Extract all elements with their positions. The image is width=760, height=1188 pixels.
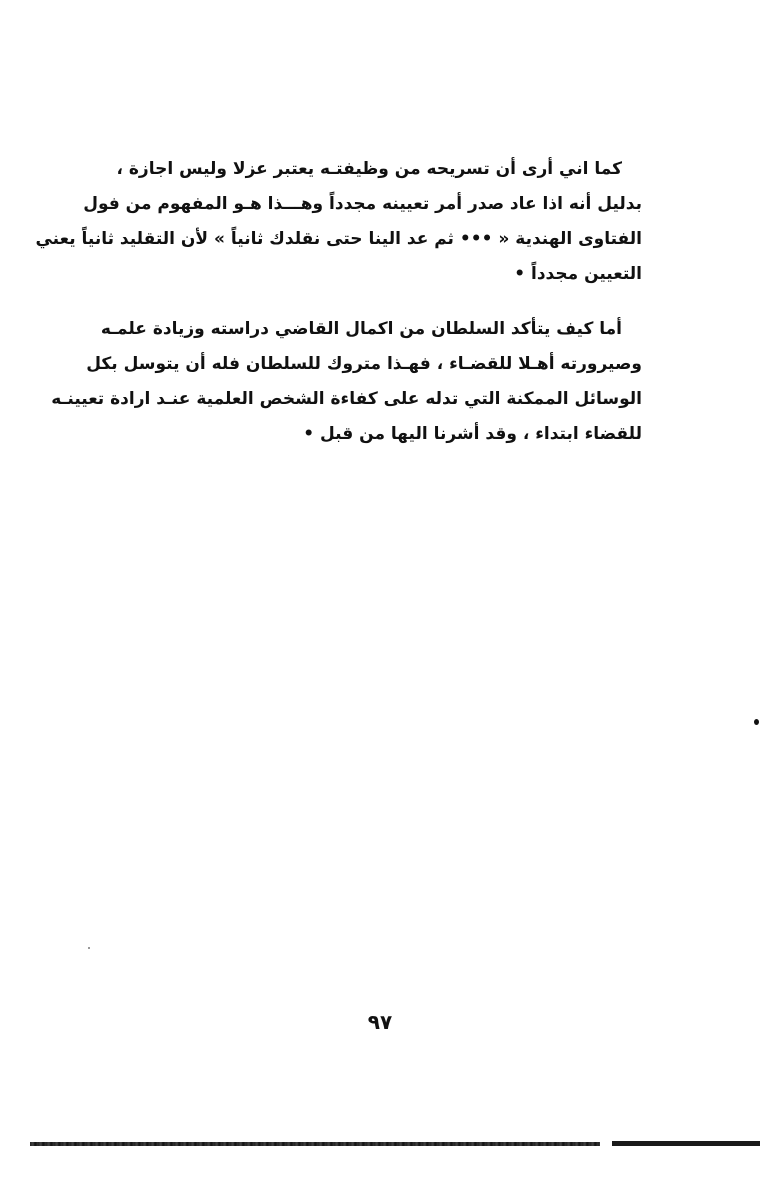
paragraph-line: الوسائل الممكنة التي تدله على كفاءة الشخص العلمية عنـد ارادة تعيينـه [51, 389, 642, 409]
paragraph-1 [35, 152, 642, 292]
paragraph-line: التعيين مجدداً • [514, 264, 642, 284]
margin-speck [88, 947, 90, 949]
paragraph-line: أما كيف يتأكد السلطان من اكمال القاضي دراسته وزيادة علمـه [100, 319, 622, 339]
margin-speck [754, 719, 759, 725]
paragraph-line: بدليل أنه اذا عاد صدر أمر تعيينه مجدداً وهـــذا هـو المفهوم من فول [83, 194, 642, 214]
bottom-scan-rule-left [30, 1142, 600, 1146]
paragraph-2 [51, 312, 642, 452]
bottom-scan-rule-right [612, 1141, 760, 1146]
paragraph-line: كما اني أرى أن تسريحه من وظيفتـه يعتبر عزلا وليس اجازة ، [116, 159, 622, 179]
paragraph-line: الفتاوى الهندية « ••• ثم عد الينا حتى نقلدك ثانياً » لأن التقليد ثانياً يعني [35, 229, 642, 249]
paragraph-line: وصيرورته أهـلا للقضـاء ، فهـذا متروك للسلطان فله أن يتوسل بكل [86, 354, 642, 374]
page-number: ٩٧ [367, 1010, 393, 1034]
paragraph-line: للقضاء ابتداء ، وقد أشرنا اليها من قبل • [303, 424, 642, 444]
